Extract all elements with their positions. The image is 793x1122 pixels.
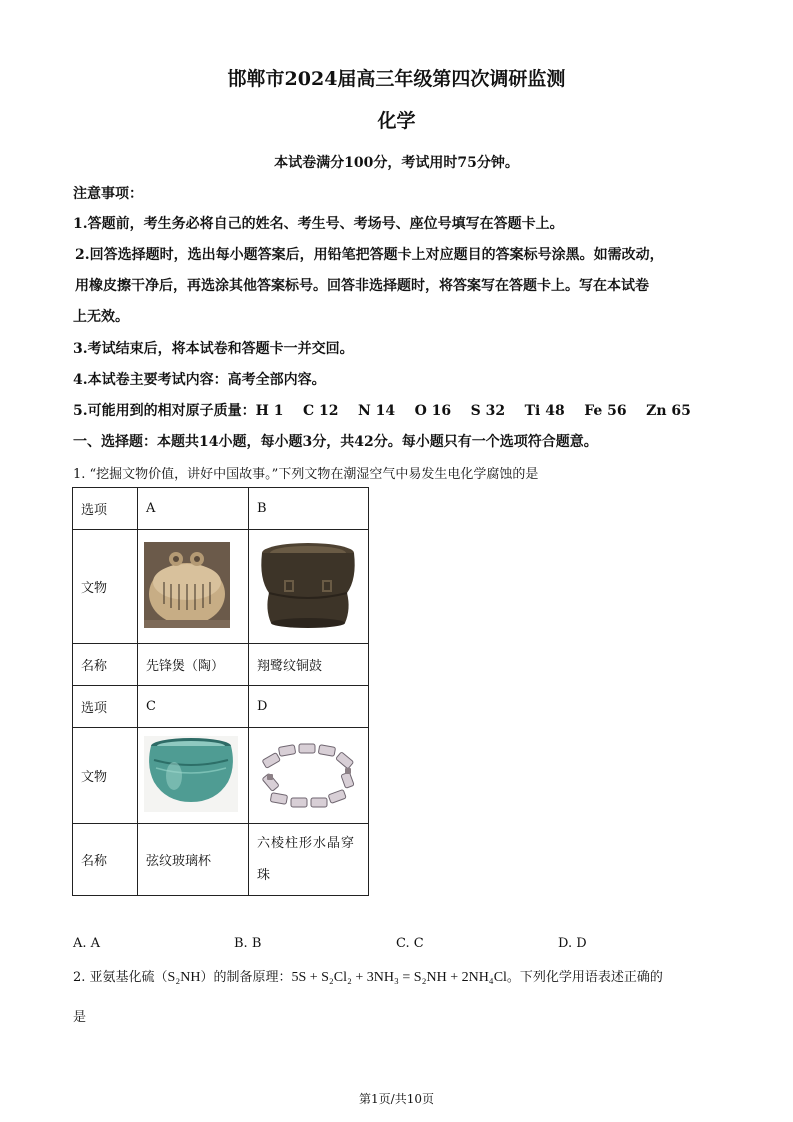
answer-option-a[interactable]: A. A [73, 936, 101, 951]
note-item: 3.考试结束后，将本试卷和答题卡一并交回。 [73, 341, 354, 357]
note-item: 用橡皮擦干净后，再选涂其他答案标号。回答非选择题时，将答案写在答题卡上。写在本试卷 [75, 278, 649, 294]
relic-name-d-line2: 珠 [257, 867, 272, 883]
notes-heading: 注意事项： [73, 186, 143, 202]
answer-option-b[interactable]: B. B [234, 936, 262, 951]
note-item: 上无效。 [73, 309, 129, 325]
answer-option-c[interactable]: C. C [396, 936, 424, 951]
row-label-option: 选项 [73, 488, 138, 530]
q2-compound: S₂NH [167, 970, 201, 985]
exam-title: 邯郸市2024届高三年级第四次调研监测 [227, 68, 566, 90]
glass-cup-image [144, 736, 238, 812]
option-key-a: A [138, 488, 249, 530]
question-2-stem-line2: 是 [73, 1010, 87, 1025]
note-item: 4.本试卷主要考试内容：高考全部内容。 [73, 372, 326, 388]
answer-option-d[interactable]: D. D [558, 936, 587, 951]
pottery-jar-image [144, 542, 230, 628]
row-label-name: 名称 [73, 644, 138, 686]
section-heading: 一、选择题：本题共14小题，每小题3分，共42分。每小题只有一个选项符合题意。 [73, 434, 598, 450]
q2-equation: 5S + S₂Cl₂ + 3NH₃ = S₂NH + 2NH₄Cl [291, 970, 507, 985]
relic-name-d [249, 824, 369, 896]
relic-table [72, 487, 369, 896]
row-label-relic: 文物 [73, 530, 138, 644]
q2-stem-before: 2. 亚氨基化硫（ [73, 970, 168, 985]
exam-info: 本试卷满分100分，考试用时75分钟。 [274, 155, 519, 171]
option-key-b: B [249, 488, 369, 530]
relic-name-b: 翔鹭纹铜鼓 [249, 644, 369, 686]
relic-name-a: 先锋煲（陶） [138, 644, 249, 686]
page-footer: 第1页/共10页 [359, 1092, 434, 1106]
note-item: 1.答题前，考生务必将自己的姓名、考生号、考场号、座位号填写在答题卡上。 [73, 216, 564, 232]
note-item: 2.回答选择题时，选出每小题答案后，用铅笔把答题卡上对应题目的答案标号涂黑。如需改动， [75, 247, 664, 263]
row-label-relic: 文物 [73, 728, 138, 824]
bronze-drum-image [255, 539, 361, 631]
q2-stem-after: 。下列化学用语表述正确的 [506, 970, 663, 985]
q2-stem-mid: ）的制备原理： [200, 970, 292, 985]
option-key-c: C [138, 686, 249, 728]
row-label-option: 选项 [73, 686, 138, 728]
question-2-stem [73, 966, 663, 986]
option-key-d: D [249, 686, 369, 728]
note-item: 5.可能用到的相对原子质量：H 1 C 12 N 14 O 16 S 32 Ti 48 Fe 56 Zn 65 [73, 403, 691, 419]
question-1-stem: 1. “挖掘文物价值，讲好中国故事。”下列文物在潮湿空气中易发生电化学腐蚀的是 [73, 467, 539, 482]
subject-title: 化学 [377, 110, 416, 132]
crystal-beads-image [255, 736, 361, 812]
relic-name-d-line1: 六棱柱形水晶穿 [257, 835, 356, 851]
relic-name-c: 弦纹玻璃杯 [138, 824, 249, 896]
row-label-name: 名称 [73, 824, 138, 896]
